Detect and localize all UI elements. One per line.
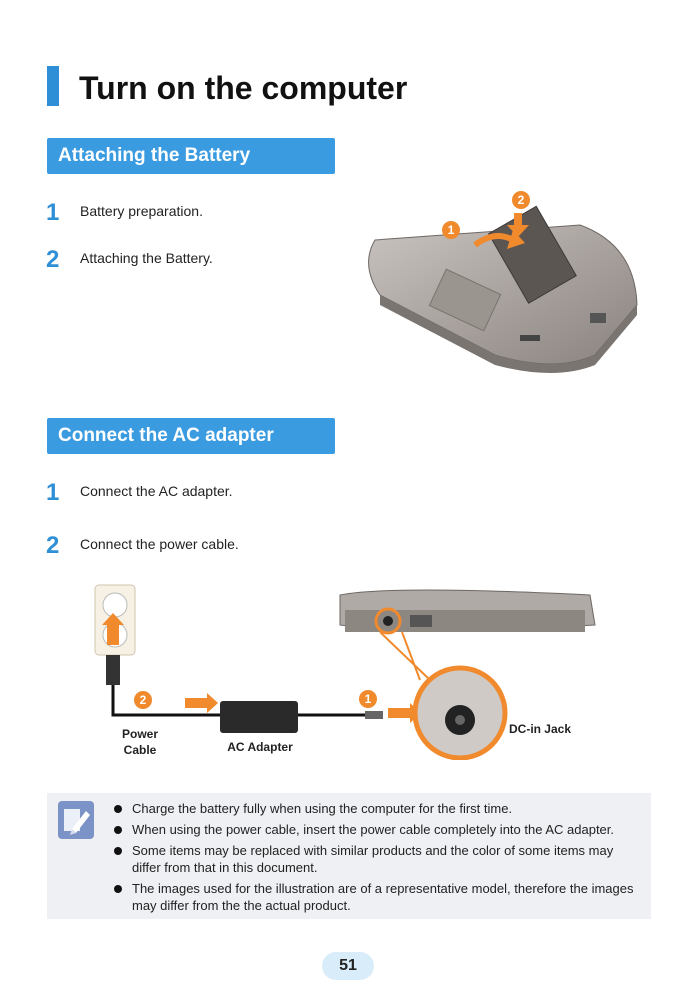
step-text: Connect the AC adapter. bbox=[80, 483, 233, 499]
title-accent-bar bbox=[47, 66, 59, 106]
step-text: Connect the power cable. bbox=[80, 536, 239, 552]
callout-1-badge: 1 bbox=[442, 221, 460, 239]
step-number: 2 bbox=[46, 532, 60, 559]
section-heading-ac-adapter: Connect the AC adapter bbox=[47, 418, 335, 454]
laptop-battery-illustration bbox=[355, 185, 655, 380]
callout-2-badge: 2 bbox=[134, 691, 152, 709]
page-number: 51 bbox=[322, 952, 374, 980]
step-number: 2 bbox=[46, 246, 60, 273]
power-cable-label bbox=[110, 726, 170, 758]
dc-in-jack-label: DC-in Jack bbox=[508, 722, 572, 736]
step-number: 1 bbox=[46, 199, 60, 226]
power-cable-label-line1: Power bbox=[121, 727, 158, 741]
note-item: When using the power cable, insert the power cable completely into the AC adapter. bbox=[112, 821, 642, 838]
callout-2-badge: 2 bbox=[512, 191, 530, 209]
step-text: Battery preparation. bbox=[80, 203, 203, 219]
step-number: 1 bbox=[46, 479, 60, 506]
power-cable-label-line2: Cable bbox=[123, 743, 157, 757]
pencil-note-icon bbox=[58, 801, 94, 839]
section-heading-battery: Attaching the Battery bbox=[47, 138, 335, 174]
ac-adapter-label: AC Adapter bbox=[227, 740, 293, 754]
notes-list bbox=[112, 800, 642, 918]
callout-1-badge: 1 bbox=[359, 690, 377, 708]
note-item: The images used for the illustration are of a representative model, therefore the images may differ from the the actual product. bbox=[112, 880, 642, 914]
note-item: Some items may be replaced with similar products and the color of some items may differ from that in this document. bbox=[112, 842, 642, 876]
note-item: Charge the battery fully when using the computer for the first time. bbox=[112, 800, 642, 817]
page-title: Turn on the computer bbox=[79, 70, 408, 106]
step-text: Attaching the Battery. bbox=[80, 250, 213, 266]
